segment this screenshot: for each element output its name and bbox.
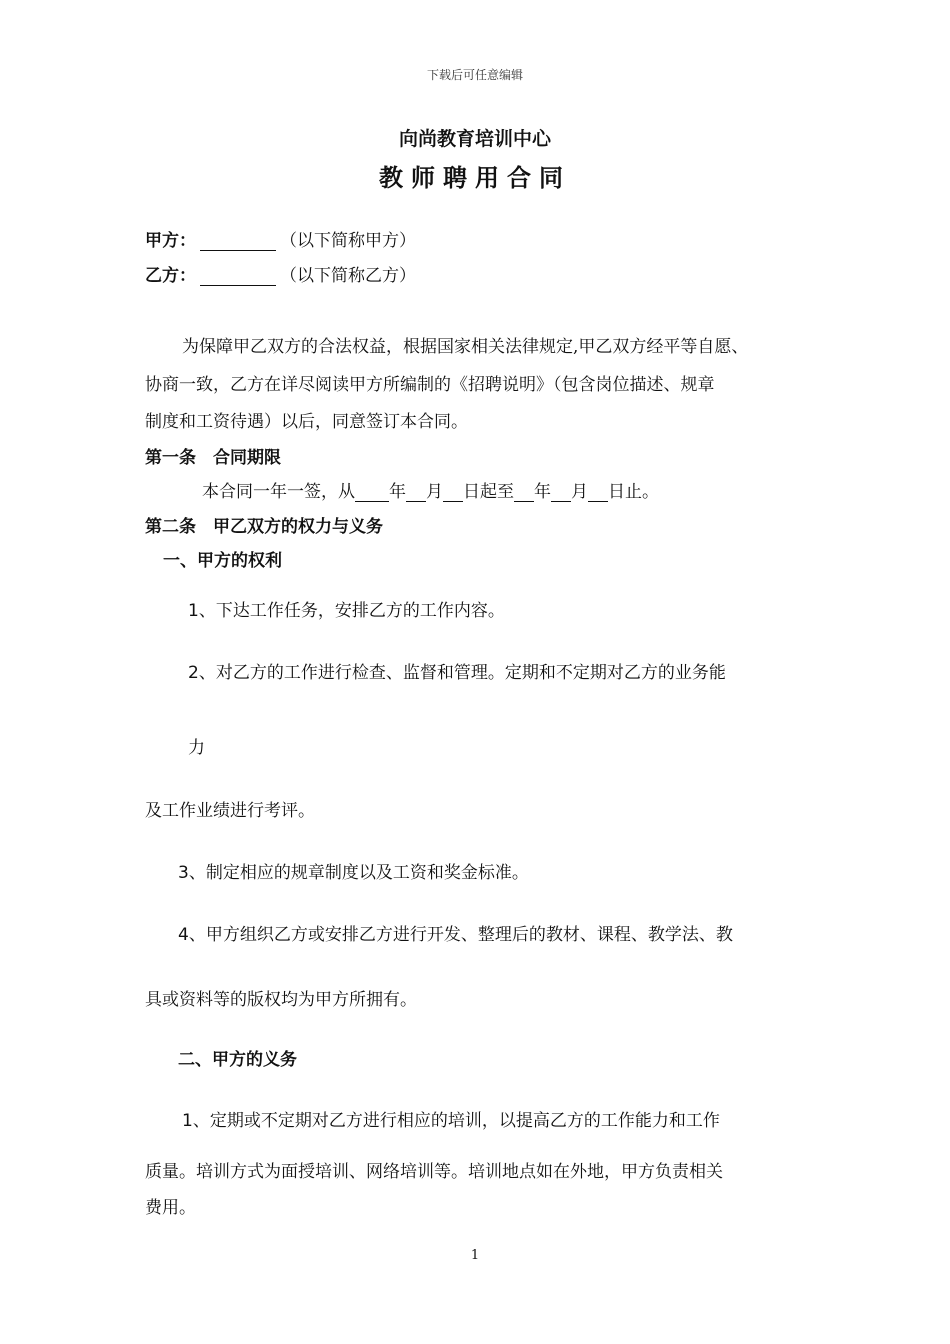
intro-line-3: 制度和工资待遇）以后，同意签订本合同。	[145, 412, 468, 432]
term-text: 日止。	[608, 482, 659, 502]
article-2-heading: 第二条 甲乙双方的权力与义务	[145, 517, 383, 537]
document-title: 教师聘用合同	[379, 164, 571, 192]
party-b-suffix: （以下简称乙方）	[280, 266, 416, 286]
obligation-item-1	[182, 1106, 720, 1131]
term-blank	[406, 484, 426, 502]
term-text: 月	[571, 482, 588, 502]
intro-line-1: 为保障甲乙双方的合法权益，根据国家相关法律规定,甲乙双方经平等自愿、	[182, 337, 749, 357]
party-b-line	[145, 261, 416, 286]
term-blank	[551, 484, 571, 502]
term-blank	[514, 484, 534, 502]
right-item-2-cont: 力	[188, 738, 205, 758]
obligation-item-1-lead: 1、定期或不定期	[182, 1111, 312, 1131]
contract-term-line	[202, 477, 659, 502]
right-item-4-cont: 具或资料等的版权均为甲方所拥有。	[145, 990, 417, 1010]
obligation-item-1-text: 对乙方进行相应的培训，以提高乙方的工作能力和工作	[311, 1111, 720, 1131]
page-number: 1	[470, 1248, 480, 1263]
term-text: 年	[389, 482, 406, 502]
intro-line-2: 协商一致，乙方在详尽阅读甲方所编制的《招聘说明》（包含岗位描述、规章	[145, 375, 715, 395]
right-item-2-cont: 及工作业绩进行考评。	[145, 801, 315, 821]
header-note: 下载后可任意编辑	[426, 68, 523, 82]
party-a-blank	[200, 234, 276, 251]
term-text: 日起至	[463, 482, 514, 502]
term-blank	[443, 484, 463, 502]
right-item-1: 1、下达工作任务，安排乙方的工作内容。	[188, 601, 505, 621]
term-text: 月	[426, 482, 443, 502]
organization-name: 向尚教育培训中心	[398, 128, 551, 150]
obligation-item-1-cont: 质量。培训方式为面授培训、网络培训等。培训地点如在外地，甲方负责相关	[145, 1162, 723, 1182]
party-b-label: 乙方：	[145, 266, 196, 286]
article-1-heading: 第一条 合同期限	[145, 448, 281, 468]
term-text: 年	[534, 482, 551, 502]
party-a-suffix: （以下简称甲方）	[280, 231, 416, 251]
term-text: 本合同一年一签，从	[202, 482, 355, 502]
party-b-blank	[200, 269, 276, 286]
section-party-a-rights: 一、甲方的权利	[163, 551, 282, 571]
section-party-a-obligations: 二、甲方的义务	[178, 1050, 297, 1070]
right-item-3: 3、制定相应的规章制度以及工资和奖金标准。	[178, 863, 529, 883]
right-item-2: 2、对乙方的工作进行检查、监督和管理。定期和不定期对乙方的业务能	[188, 663, 726, 683]
term-blank	[588, 484, 608, 502]
term-blank	[355, 484, 389, 502]
obligation-item-1-cont: 费用。	[145, 1198, 196, 1218]
party-a-line	[145, 226, 416, 251]
party-a-label: 甲方：	[145, 231, 196, 251]
right-item-4: 4、甲方组织乙方或安排乙方进行开发、整理后的教材、课程、教学法、教	[178, 925, 733, 945]
